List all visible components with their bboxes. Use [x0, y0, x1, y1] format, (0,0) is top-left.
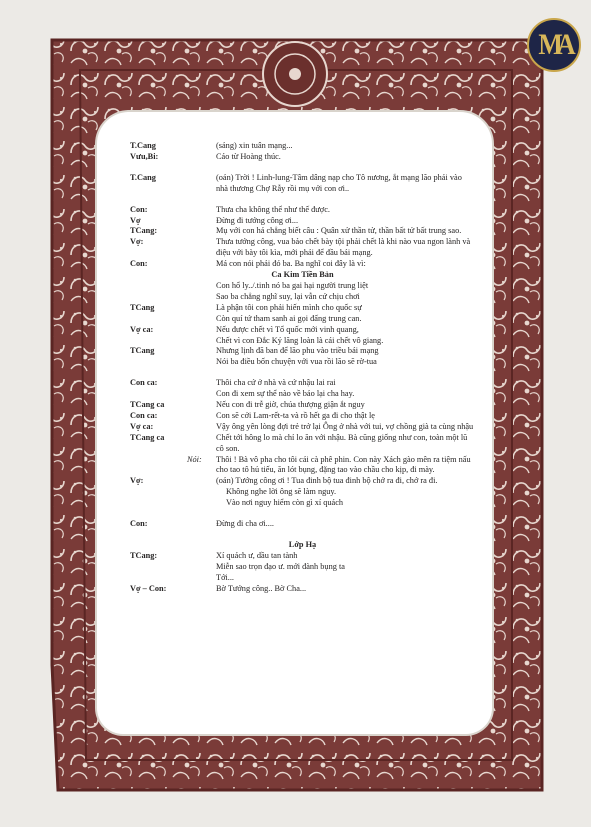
speaker-label: Vợ ca: [130, 421, 154, 431]
dialogue-line: Má con nói phải đó ba. Ba nghĩ coi đây là vì: [216, 259, 366, 269]
dialogue-line: Tới... [216, 572, 234, 582]
dialogue-row [130, 259, 475, 270]
dialogue-row [130, 422, 475, 433]
speaker-label: TCang: [130, 226, 158, 236]
dialogue-row [130, 216, 475, 227]
speaker-label: Con: [130, 519, 148, 529]
aside-label: Nói: [187, 454, 202, 464]
dialogue-row [130, 476, 475, 509]
dialogue-row [130, 551, 475, 584]
dialogue-line: Thôi cha cứ ở nhà và cứ nhậu lai rai [216, 378, 336, 388]
speaker-label [130, 281, 216, 303]
dialogue-line: Vậy ông yên lòng đợi trẻ trở lại Ông ở nhà với tui, vợ chồng già ta cùng nhậu [216, 421, 474, 431]
dialogue-line: Là phận tôi con phải hiến mình cho quốc sự [216, 302, 362, 312]
speaker-label: TCang: [130, 550, 158, 560]
speaker-label: TCang ca [130, 432, 165, 442]
speaker-label: Vợ ca: [130, 324, 154, 334]
dialogue-line: Nhưng lịnh đã ban để lão phu vào triều bái mạng [216, 346, 379, 356]
dialogue-line: Xí quách ư, dầu tan tành [216, 550, 298, 560]
dialogue-row [130, 519, 475, 530]
dialogue-line: Mụ với con há chẳng biết câu : Quân xử thần tử, thần bất tử bất trung sao. [216, 226, 462, 236]
dialogue-row [130, 346, 475, 368]
dialogue-row [130, 303, 475, 325]
dialogue-row [130, 584, 475, 595]
dialogue-line: (sảng) xin tuân mạng... [216, 141, 293, 150]
dialogue-line: Sao ba chẳng nghĩ suy, lại vẫn cứ chịu chơi [216, 291, 360, 301]
speaker-label: Con ca: [130, 378, 158, 388]
speaker-label: Vợ – Con: [130, 583, 167, 593]
brand-logo: MA [527, 18, 581, 72]
dialogue-row [130, 226, 475, 237]
dialogue-line: Đừng đi cha ơi.... [216, 519, 274, 529]
dialogue-line: Chết vì con Đắc Kỷ lăng loàn là cái chết vô giang. [216, 335, 384, 345]
dialogue-line: Đừng đi tướng công ơi... [216, 215, 299, 225]
dialogue-line: Chết tới hông lo mà chỉ lo ăn với nhậu. Bà cũng giống như con, toàn một lũ cô son. [216, 432, 468, 453]
dialogue-line: Không nghe lời ông sẽ làm nguy. [226, 487, 337, 497]
speaker-label: TCang ca [130, 400, 165, 410]
dialogue-line: Nói ba điều bốn chuyện với vua rồi lão sẽ rờ-tua [216, 357, 377, 367]
dialogue-line: Nếu được chết vì Tổ quốc mới vinh quang, [216, 324, 359, 334]
section-heading: Ca Kim Tiền Bản [271, 270, 334, 280]
speaker-label: Vợ: [130, 237, 144, 247]
dialogue-row [130, 141, 475, 152]
dialogue-line: (oán) Trời ! Linh-lung-Tâm dâng nạp cho Tô nương, ắt mạng lão phải vào nhà thương Chợ Rẫy rồi mụ với con ơi.. [216, 172, 462, 193]
script-text [130, 141, 475, 595]
dialogue-row [130, 400, 475, 411]
dialogue-line: Thưa cha không thể như thế được. [216, 204, 330, 214]
dialogue-row [130, 281, 475, 303]
dialogue-line: Con đi xem sự thể nào về báo lại cha hay. [216, 389, 355, 399]
dialogue-row [130, 152, 475, 163]
speaker-label [130, 455, 216, 477]
dialogue-row [130, 173, 475, 195]
dialogue-line: Còn quí tứ tham sanh ai gọi đấng trung can. [216, 313, 362, 323]
dialogue-line: (oán) Tướng công ơi ! Tua đinh bộ tua đinh bộ chớ ra đi, chớ ra đi. [216, 476, 438, 486]
dialogue-row [130, 433, 475, 455]
speaker-label: Con: [130, 204, 148, 214]
dialogue-line: Thưa tướng công, vua bảo chết bày tội phải chết là khi nào vua ngon lành và điệu với bày tôi kìa, mới phải để đầu bái mạng. [216, 237, 471, 258]
dialogue-line: Con sẽ cởi Lam-rết-ta và rồ hết ga đi cho thật lẹ [216, 410, 375, 420]
speaker-label: Vợ [130, 215, 141, 225]
dialogue-line: Vào nơi nguy hiểm còn gì xí quách [226, 498, 344, 508]
speaker-label: Con: [130, 259, 148, 269]
speaker-label: T.Cang [130, 172, 156, 182]
section-heading: Lớp Hạ [288, 540, 317, 549]
dialogue-row [130, 237, 475, 259]
dialogue-row [130, 205, 475, 216]
speaker-label: TCang [130, 346, 155, 356]
dialogue-row [130, 325, 475, 347]
dialogue-line: Nếu con đi trễ giờ, chúa thượng giận ắt nguy [216, 400, 365, 410]
dialogue-line: Bờ Tướng công.. Bờ Cha... [216, 583, 307, 593]
speaker-label: Vợ: [130, 476, 144, 486]
speaker-label: Con ca: [130, 410, 158, 420]
speaker-label: TCang [130, 302, 155, 312]
dialogue-row [130, 411, 475, 422]
dialogue-row [130, 378, 475, 400]
dialogue-line: Con hổ ly../.tinh nó ba gai hại người trung liệt [216, 280, 369, 290]
speaker-label: Vưu,Bi: [130, 151, 159, 161]
speaker-label: T.Cang [130, 141, 156, 150]
dialogue-row [130, 455, 475, 477]
dialogue-line: Miễn sao trọn đạo ư. mới đành bụng ta [216, 561, 345, 571]
dialogue-line: Cáo từ Hoàng thúc. [216, 151, 281, 161]
dialogue-line: Thôi ! Bà vô pha cho tôi cái cà phê phin. Con này Xách gào mên ra tiệm nấu cho tao tô hủ tiếu, ăn lót bụng, đặng tao vào chầu cho kịp, đi mày. [216, 454, 471, 475]
